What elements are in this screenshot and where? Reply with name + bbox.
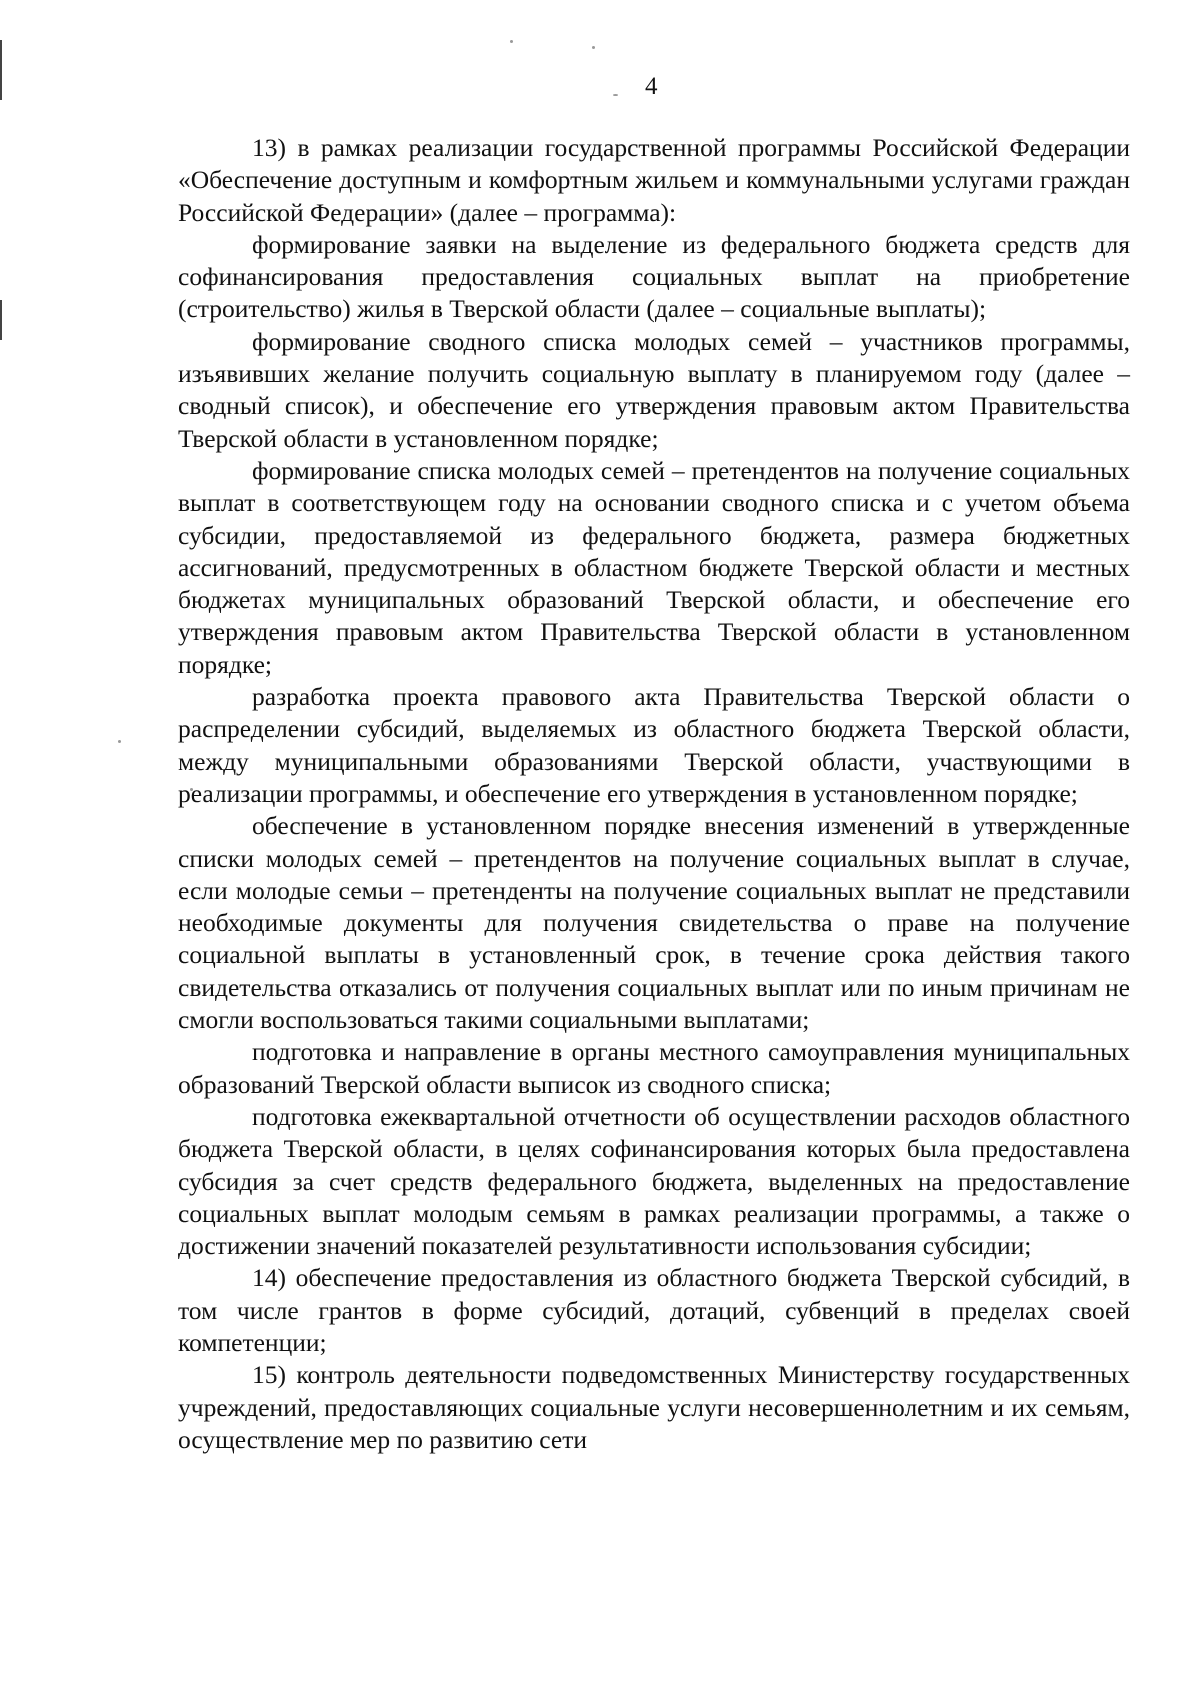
scan-speck xyxy=(592,46,595,49)
paragraph-application-formation: формирование заявки на выделение из федерального бюджета средств для софинансирования предоставления социальных выплат на приобретение (строительство) жилья в Тверской области (далее – социальные выплаты); xyxy=(178,229,1130,324)
page-number: 4 xyxy=(645,73,658,100)
scan-speck xyxy=(613,94,618,96)
paragraph-extracts: подготовка и направление в органы местного самоуправления муниципальных образований Тверской области выписок из сводного списка; xyxy=(178,1037,1130,1099)
paragraph-item-14: 14) обеспечение предоставления из областного бюджета Тверской субсидий, в том числе грантов в форме субсидий, дотаций, субвенций в пределах своей компетенции; xyxy=(178,1263,1130,1357)
scan-edge-line xyxy=(0,40,2,100)
paragraph-list-changes: обеспечение в установленном порядке внесения изменений в утвержденные списки молодых семей – претендентов на получение социальных выплат в случае, если молодые семьи – претенденты на получение социальных выплат не представили необходимые документы для получения свидетельства о праве на получение социальной выплаты в установленный срок, в течение срока действия такого свидетельства отказались от получения социальных выплат или по иным причинам не смогли воспользоваться такими социальными выплатами; xyxy=(178,811,1130,1035)
paragraph-subsidy-distribution: разработка проекта правового акта Правительства Тверской области о распределении субсидий, выделяемых из областного бюджета Тверской области, между муниципальными образованиями Тверской области, участвующими в реализации программы, и обеспечение его утверждения в установленном порядке; xyxy=(178,682,1130,808)
scan-edge-line xyxy=(0,300,2,340)
document-body xyxy=(178,132,1130,1456)
paragraph-item-15: 15) контроль деятельности подведомственных Министерству государственных учреждений, предоставляющих социальные услуги несовершеннолетним и их семьям, осуществление мер по развитию сети xyxy=(178,1360,1130,1454)
paragraph-quarterly-reporting: подготовка ежеквартальной отчетности об осуществлении расходов областного бюджета Тверской области, в целях софинансирования которых была предоставлена субсидия за счет средств федерального бюджета, выделенных на предоставление социальных выплат молодым семьям в рамках реализации программы, а также о достижении значений показателей результативности использования субсидии; xyxy=(178,1101,1130,1261)
scan-speck xyxy=(510,40,513,43)
paragraph-applicants-list: формирование списка молодых семей – претендентов на получение социальных выплат в соответствующем году на основании сводного списка и с учетом объема субсидии, предоставляемой из федерального бюджета, размера бюджетных ассигнований, предусмотренных в областном бюджете Тверской области и местных бюджетах муниципальных образований Тверской области, и обеспечение его утверждения правовым актом Правительства Тверской области в установленном порядке; xyxy=(178,455,1130,679)
paragraph-consolidated-list: формирование сводного списка молодых семей – участников программы, изъявивших желание получить социальную выплату в планируемом году (далее – сводный список), и обеспечение его утверждения правовым актом Правительства Тверской области в установленном порядке; xyxy=(178,326,1130,453)
scan-speck xyxy=(118,740,121,743)
paragraph-item-13: 13) в рамках реализации государственной программы Российской Федерации «Обеспечение доступным и комфортным жильем и коммунальными услугами граждан Российской Федерации» (далее – программа): xyxy=(178,133,1130,227)
